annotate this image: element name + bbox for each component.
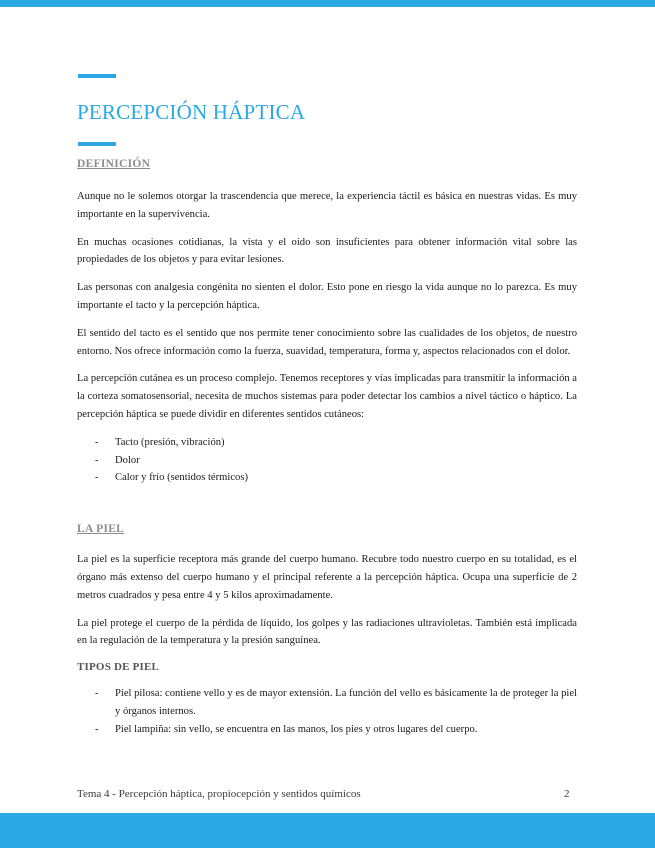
paragraph: Las personas con analgesia congénita no sienten el dolor. Esto pone en riesgo la vida aunque no lo parezca. Es muy importante el tacto y la percepción háptica.: [77, 282, 577, 311]
list-item-text: Tacto (presión, vibración): [115, 436, 225, 448]
list-item: [77, 452, 577, 470]
list-item: [77, 721, 577, 739]
paragraph: La percepción cutánea es un proceso complejo. Tenemos receptores y vías implicadas para transmitir la información a la corteza somatosensorial, necesita de muchos sistemas para poder detectar los cambios a nivel táctico o háptico. La percepción háptica se puede dividir en diferentes sentidos cutáneos:: [77, 373, 578, 420]
paragraph: Aunque no le solemos otorgar la trascendencia que merece, la experiencia táctil es básica en nuestras vidas. Es muy importante en la supervivencia.: [77, 191, 577, 220]
page-title: PERCEPCIÓN HÁPTICA: [77, 100, 306, 124]
bottom-accent-bar: [0, 813, 655, 848]
list-marker: -: [95, 454, 99, 466]
list-item-text: Piel lampiña: sin vello, se encuentra en las manos, los pies y otros lugares del cuerpo.: [115, 723, 478, 735]
document-body: [77, 158, 577, 739]
page-number: 2: [564, 788, 570, 800]
subheading-tipos-de-piel: TIPOS DE PIEL: [77, 661, 160, 674]
section-heading-la-piel: LA PIEL: [77, 523, 125, 536]
title-accent-line-top: [78, 74, 116, 78]
list-marker: -: [95, 688, 99, 700]
paragraph: La piel es la superficie receptora más grande del cuerpo humano. Recubre todo nuestro cuerpo en su totalidad, es el órgano más extenso del cuerpo humano y el principal referente a la percepción háptica. Ocupa una superficie de 2 metros cuadrados y pesa entre 4 y 5 kilos aproximadamente.: [77, 554, 577, 601]
cutaneous-senses-list: [77, 434, 577, 487]
title-accent-line-bottom: [78, 142, 116, 146]
paragraph: La piel protege el cuerpo de la pérdida de líquido, los golpes y las radiaciones ultravioletas. También está implicada en la regulación de la temperatura y la presión sanguínea.: [77, 617, 577, 647]
list-item: [77, 469, 577, 487]
footer-text: Tema 4 - Percepción háptica, propiocepción y sentidos químicos: [77, 788, 361, 800]
skin-types-list: [77, 685, 577, 738]
paragraph: El sentido del tacto es el sentido que nos permite tener conocimiento sobre las cualidades de los objetos, de nuestro entorno. Nos ofrece información como la fuerza, suavidad, temperatura, forma y, aspectos relacionados con el dolor.: [77, 327, 577, 357]
list-marker: -: [95, 723, 99, 735]
paragraph: En muchas ocasiones cotidianas, la vista y el oído son insuficientes para obtener información vital sobre las propiedades de los objetos y para evitar lesiones.: [77, 236, 577, 266]
list-item-text: Calor y frío (sentidos térmicos): [115, 472, 248, 484]
list-marker: -: [95, 436, 99, 448]
list-item: [77, 685, 577, 721]
list-item: [77, 434, 577, 452]
list-item-text: Piel pilosa: contiene vello y es de mayor extensión. La función del vello es básicamente la de proteger la piel y órganos internos.: [115, 688, 577, 717]
top-accent-bar: [0, 0, 655, 7]
section-heading-definicion: DEFINICIÓN: [77, 158, 151, 170]
list-item-text: Dolor: [115, 454, 140, 466]
list-marker: -: [95, 472, 99, 484]
